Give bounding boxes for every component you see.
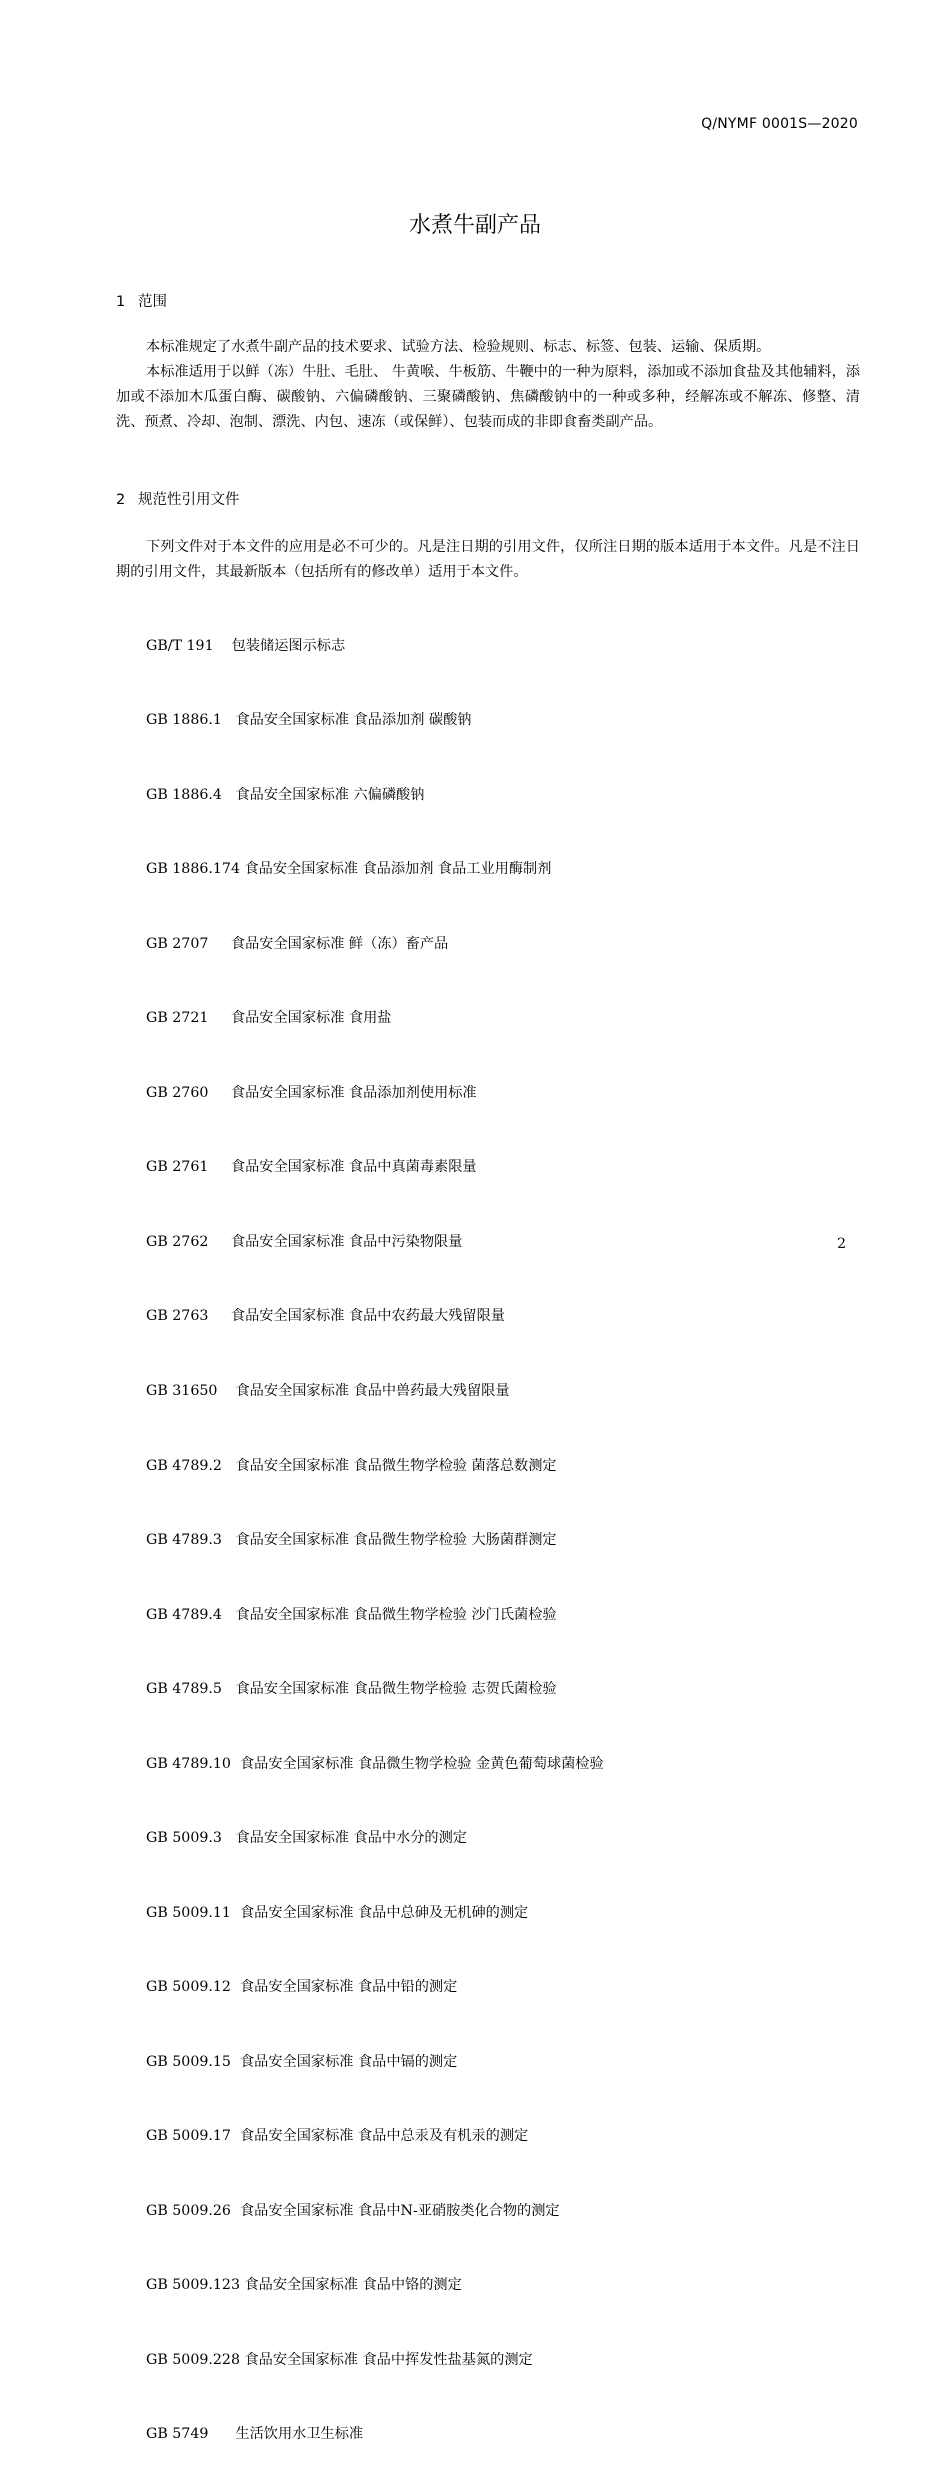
section-2-intro [116,535,860,585]
section-1-body [116,335,860,435]
reference-item: GB 5009.228 食品安全国家标准 食品中挥发性盐基氮的测定 [146,2351,533,2368]
section-1-title: 范围 [138,294,167,310]
reference-item: GB 4789.3 食品安全国家标准 食品微生物学检验 大肠菌群测定 [146,1532,557,1549]
reference-item: GB 2760 食品安全国家标准 食品添加剂使用标准 [146,1084,477,1101]
reference-item: GB 2721 食品安全国家标准 食用盐 [146,1010,392,1027]
reference-item: GB 4789.2 食品安全国家标准 食品微生物学检验 菌落总数测定 [146,1457,557,1474]
reference-item: GB 5009.26 食品安全国家标准 食品中N-亚硝胺类化合物的测定 [146,2202,560,2219]
section-2-intro-text: 下列文件对于本文件的应用是必不可少的。凡是注日期的引用文件，仅所注日期的版本适用于本文件。凡是不注日期的引用文件，其最新版本（包括所有的修改单）适用于本文件。 [116,539,860,580]
reference-item: GB 5749 生活饮用水卫生标准 [146,2426,364,2443]
reference-item: GB 5009.17 食品安全国家标准 食品中总汞及有机汞的测定 [146,2128,529,2145]
section-1-paragraph-1: 本标准规定了水煮牛副产品的技术要求、试验方法、检验规则、标志、标签、包装、运输、保质期。 [146,339,771,355]
reference-item: GB 2762 食品安全国家标准 食品中污染物限量 [146,1233,463,1250]
reference-item: GB 5009.11 食品安全国家标准 食品中总砷及无机砷的测定 [146,1904,529,1921]
reference-item: GB 4789.4 食品安全国家标准 食品微生物学检验 沙门氏菌检验 [146,1606,557,1623]
reference-item: GB 2707 食品安全国家标准 鲜（冻）畜产品 [146,935,449,952]
page-number: 2 [837,1236,846,1252]
section-1-paragraph-2: 本标准适用于以鲜（冻）牛肚、毛肚、 牛黄喉、牛板筋、牛鞭中的一种为原料，添加或不添加食盐及其他辅料，添加或不添加木瓜蛋白酶、碳酸钠、六偏磷酸钠、三聚磷酸钠、焦磷酸钠中的一种或多种，经解冻或不解冻、修整、清洗、预煮、冷却、泡制、漂洗、内包、速冻（或保鲜）、包装而成的非即食畜类副产品。 [116,364,860,430]
section-1-number: 1 [116,294,126,310]
reference-list [146,584,604,2472]
document-title: 水煮牛副产品 [408,213,541,238]
reference-item: GB 1886.4 食品安全国家标准 六偏磷酸钠 [146,786,425,803]
section-1-heading [116,290,167,311]
reference-item: GB/T 191 包装储运图示标志 [146,637,346,654]
reference-item: GB 5009.123 食品安全国家标准 食品中铬的测定 [146,2277,462,2294]
reference-item: GB 5009.3 食品安全国家标准 食品中水分的测定 [146,1830,467,1847]
section-2-number: 2 [116,492,126,508]
reference-item: GB 4789.10 食品安全国家标准 食品微生物学检验 金黄色葡萄球菌检验 [146,1755,604,1772]
section-2-heading [116,488,240,509]
reference-item: GB 31650 食品安全国家标准 食品中兽药最大残留限量 [146,1383,510,1399]
reference-item: GB 4789.5 食品安全国家标准 食品微生物学检验 志贺氏菌检验 [146,1681,557,1698]
reference-item: GB 1886.174 食品安全国家标准 食品添加剂 食品工业用酶制剂 [146,861,552,878]
reference-item: GB 1886.1 食品安全国家标准 食品添加剂 碳酸钠 [146,712,472,729]
reference-item: GB 5009.15 食品安全国家标准 食品中镉的测定 [146,2053,458,2070]
reference-item: GB 2761 食品安全国家标准 食品中真菌毒素限量 [146,1159,477,1176]
section-2-title: 规范性引用文件 [138,492,240,508]
standard-code: Q/NYMF 0001S—2020 [701,116,858,132]
reference-item: GB 2763 食品安全国家标准 食品中农药最大残留限量 [146,1308,505,1325]
reference-item: GB 5009.12 食品安全国家标准 食品中铅的测定 [146,1979,458,1996]
